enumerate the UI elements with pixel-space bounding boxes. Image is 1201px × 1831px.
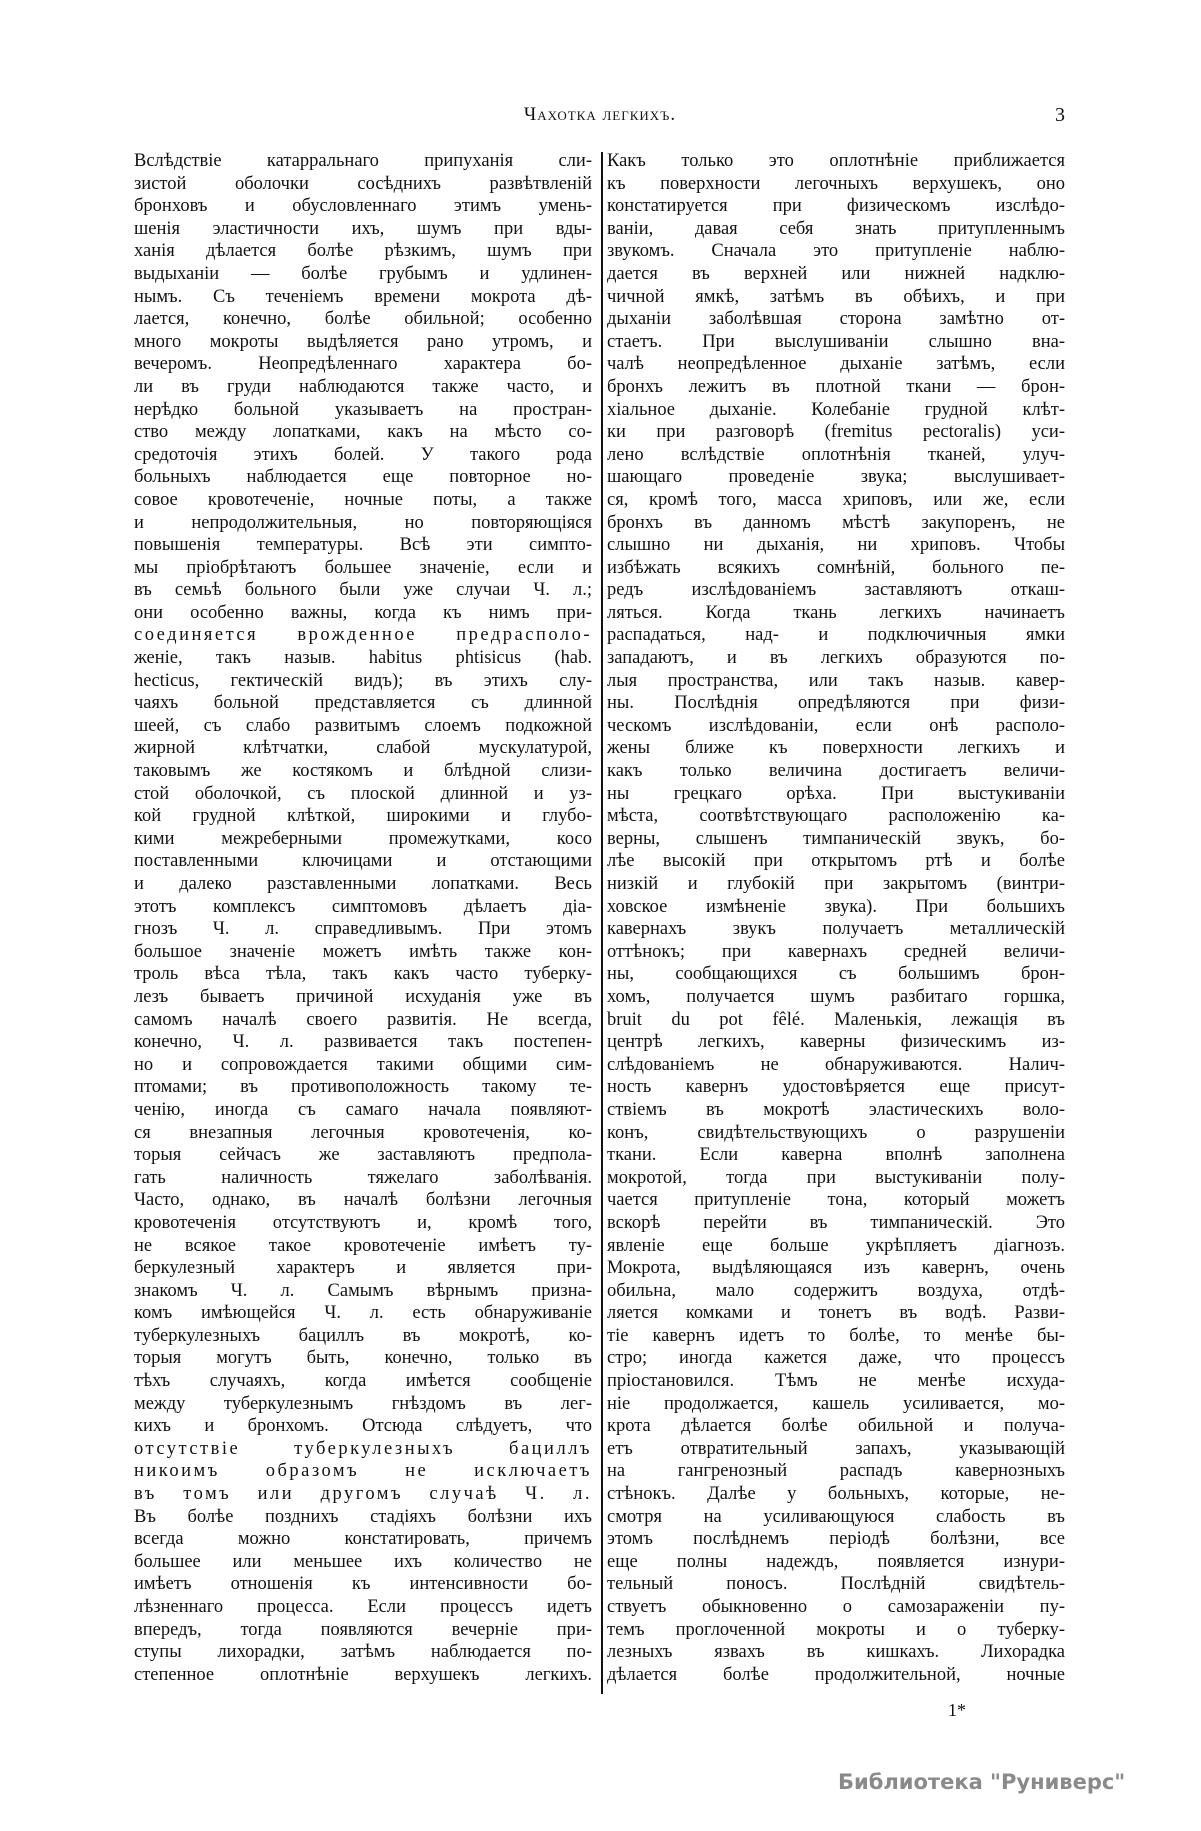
text-line: дѣлается болѣе продолжительной, ночные: [607, 1664, 1065, 1685]
text-line: ваніи, давая себя знать притупленнымъ: [607, 218, 1065, 239]
page-number: 3: [1055, 104, 1065, 126]
text-line: въ семьѣ больного были уже случаи Ч. л.;: [134, 580, 592, 601]
text-line: впередъ, тогда появляются вечерніе при-: [134, 1619, 592, 1640]
text-line: ствуетъ обыкновенно о самозараженіи пу-: [607, 1597, 1065, 1617]
text-line: мокротой, тогда при выстукиваніи полу-: [607, 1167, 1065, 1188]
text-line: они особенно важны, когда къ нимъ при-: [134, 602, 592, 623]
text-line: оттѣнокъ; при кавернахъ средней величи-: [607, 941, 1065, 962]
text-line: звукомъ. Сначала это притупленіе наблю-: [607, 241, 1065, 262]
right-text-column: [607, 150, 1065, 1686]
text-line: бронхъ въ данномъ мѣстѣ закупоренъ, не: [607, 512, 1065, 533]
text-line: шенія эластичности ихъ, шумъ при вды-: [134, 218, 592, 239]
text-line: никоимъ образомъ не исключаетъ: [134, 1461, 592, 1482]
text-line: не всякое такое кровотеченіе имѣетъ ту-: [134, 1235, 592, 1256]
text-line: бронховъ и обусловленнаго этимъ умень-: [134, 196, 592, 217]
text-line: птомами; въ противоположность такому те-: [134, 1077, 592, 1098]
text-line: соединяется врожденное предрасполо-: [134, 625, 592, 646]
column-divider: [601, 152, 603, 1694]
text-line: конечно, Ч. л. развивается такъ постепен-: [134, 1032, 592, 1053]
text-line: тельный поносъ. Послѣдній свидѣтель-: [607, 1574, 1065, 1595]
text-line: Въ болѣе позднихъ стадіяхъ болѣзни ихъ: [134, 1506, 592, 1527]
text-line: ховское измѣненіе звука). При большихъ: [607, 896, 1065, 917]
text-line: ляется комками и тонетъ въ водѣ. Разви-: [607, 1303, 1065, 1324]
text-line: между туберкулезнымъ гнѣздомъ въ лег-: [134, 1393, 592, 1414]
text-line: Вслѣдствіе катарральнаго припуханія сли-: [134, 151, 592, 171]
text-line: пріостановился. Тѣмъ не менѣе исхуда-: [607, 1371, 1065, 1392]
text-line: какъ только величина достигаетъ величи-: [607, 761, 1065, 782]
text-line: шеей, съ слабо развитымъ слоемъ подкожной: [134, 715, 592, 736]
text-line: чаяхъ больной представляется съ длинной: [134, 693, 592, 714]
text-line: большее или меньшее ихъ количество не: [134, 1551, 592, 1572]
text-line: тѣхъ случаяхъ, когда имѣется сообщеніе: [134, 1371, 592, 1392]
text-line: самомъ началѣ своего развитія. Не всегда,: [134, 1009, 592, 1030]
text-line: стой оболочкой, съ плоской длинной и уз-: [134, 783, 592, 804]
text-line: ствіемъ въ мокротѣ эластическихъ воло-: [607, 1099, 1065, 1120]
text-line: лается, конечно, болѣе обильной; особенно: [134, 309, 592, 330]
text-line: этомъ послѣднемъ періодѣ болѣзни, все: [607, 1529, 1065, 1550]
text-line: верны, слышенъ тимпаническій звукъ, бо-: [607, 828, 1065, 849]
text-line: темъ проглоченной мокроты и о туберку-: [607, 1619, 1065, 1640]
text-line: лено вслѣдствіе оплотнѣнія тканей, улуч-: [607, 444, 1065, 465]
text-line: ки при разговорѣ (fremitus pectoralis) уси-: [607, 422, 1065, 443]
text-line: поставленными ключицами и отстающими: [134, 851, 592, 872]
text-line: распадаться, над- и подключичныя ямки: [607, 625, 1065, 646]
text-line: hecticus, гектическій видъ); въ этихъ слу-: [134, 670, 592, 691]
text-line: отсутствіе туберкулезныхъ бациллъ: [134, 1438, 592, 1459]
text-line: западаютъ, и въ легкихъ образуются по-: [607, 648, 1065, 669]
text-line: явленіе еще больше укрѣпляетъ діагнозъ.: [607, 1235, 1065, 1256]
text-line: слышно ни дыханія, ни хриповъ. Чтобы: [607, 535, 1065, 556]
text-line: ческомъ изслѣдованіи, если онѣ располо-: [607, 715, 1065, 736]
text-line: стро; иногда кажется даже, что процессъ: [607, 1348, 1065, 1369]
text-line: этотъ комплексъ симптомовъ дѣлаетъ діа-: [134, 896, 592, 917]
text-line: ступы лихорадки, затѣмъ наблюдается по-: [134, 1642, 592, 1663]
text-line: конъ, свидѣтельствующихъ о разрушеніи: [607, 1122, 1065, 1143]
text-line: чается притупленіе тона, который можетъ: [607, 1190, 1065, 1211]
text-line: на гангренозный распадъ кавернозныхъ: [607, 1461, 1065, 1482]
text-line: вскорѣ перейти въ тимпаническій. Это: [607, 1212, 1065, 1233]
text-line: лезъ бываетъ причиной исхуданія уже въ: [134, 986, 592, 1007]
text-line: кихъ и бронхомъ. Отсюда слѣдуетъ, что: [134, 1416, 592, 1437]
text-line: гать наличность тяжелаго заболѣванія.: [134, 1167, 592, 1188]
page-header: [135, 104, 1065, 130]
text-line: лыя пространства, или такъ назыв. кавер-: [607, 670, 1065, 691]
text-line: знакомъ Ч. л. Самымъ вѣрнымъ призна-: [134, 1280, 592, 1301]
text-line: етъ отвратительный запахъ, указывающій: [607, 1438, 1065, 1459]
text-line: слѣдованіемъ не обнаруживаются. Налич-: [607, 1054, 1065, 1075]
text-line: хіальное дыханіе. Колебаніе грудной клѣт-: [607, 399, 1065, 420]
text-line: совое кровотеченіе, ночные поты, а также: [134, 489, 592, 510]
text-line: ся, кромѣ того, масса хриповъ, или же, если: [607, 489, 1065, 510]
text-line: стаетъ. При выслушиваніи слышно вна-: [607, 331, 1065, 352]
left-text-column: [134, 150, 592, 1686]
text-line: торыя сейчасъ же заставляютъ предпола-: [134, 1145, 592, 1166]
text-line: обильна, мало содержитъ воздуха, отдѣ-: [607, 1280, 1065, 1301]
text-line: чичной ямкѣ, затѣмъ въ обѣихъ, и при: [607, 286, 1065, 307]
text-line: ны грецкаго орѣха. При выстукиваніи: [607, 783, 1065, 804]
text-line: бронхъ лежитъ въ плотной ткани — брон-: [607, 376, 1065, 397]
text-line: ніе продолжается, кашель усиливается, мо-: [607, 1393, 1065, 1414]
text-line: въ томъ или другомъ случаѣ Ч. л.: [134, 1484, 592, 1505]
text-line: и непродолжительныя, но повторяющіяся: [134, 512, 592, 533]
text-line: тіе кавернъ идетъ то болѣе, то менѣе бы-: [607, 1325, 1065, 1346]
text-line: кавернахъ звукъ получаетъ металлическій: [607, 919, 1065, 940]
text-line: беркулезный характеръ и является при-: [134, 1258, 592, 1279]
text-line: лезныхъ язвахъ въ кишкахъ. Лихорадка: [607, 1642, 1065, 1663]
text-line: троль вѣса тѣла, такъ какъ часто туберку-: [134, 964, 592, 985]
text-line: ство между лопатками, какъ на мѣсто со-: [134, 422, 592, 443]
text-line: лѣе высокій при открытомъ ртѣ и болѣе: [607, 851, 1065, 872]
text-line: дыханіи заболѣвшая сторона замѣтно от-: [607, 309, 1065, 330]
text-line: нымъ. Съ теченіемъ времени мокрота дѣ-: [134, 286, 592, 307]
text-line: кой грудной клѣткой, широкими и глубо-: [134, 806, 592, 827]
text-line: стѣнокъ. Далѣе у больныхъ, которые, не-: [607, 1484, 1065, 1505]
text-line: женіе, такъ назыв. habitus phtisicus (hab.: [134, 648, 592, 669]
text-line: ляться. Когда ткань легкихъ начинаетъ: [607, 602, 1065, 623]
text-line: большое значеніе можетъ имѣть также кон-: [134, 941, 592, 962]
text-line: жены ближе къ поверхности легкихъ и: [607, 738, 1065, 759]
text-line: еще полны надеждъ, появляется изнури-: [607, 1551, 1065, 1572]
text-line: степенное оплотнѣніе верхушекъ легкихъ.: [134, 1664, 592, 1685]
text-line: выдыханіи — болѣе грубымъ и удлинен-: [134, 263, 592, 284]
text-line: и далеко разставленными лопатками. Весь: [134, 874, 592, 894]
text-line: повышенія температуры. Всѣ эти симпто-: [134, 535, 592, 556]
text-line: зистой оболочки сосѣднихъ развѣтвленій: [134, 173, 592, 194]
text-line: ся внезапныя легочныя кровотеченія, ко-: [134, 1122, 592, 1143]
text-line: смотря на усиливающуюся слабость въ: [607, 1506, 1065, 1527]
text-line: гнозъ Ч. л. справедливымъ. При этомъ: [134, 919, 592, 940]
text-line: bruit du pot fêlé. Маленькія, лежащія въ: [607, 1009, 1065, 1030]
text-line: кровотеченія отсутствуютъ и, кромѣ того,: [134, 1212, 592, 1233]
text-line: Мокрота, выдѣляющаяся изъ кавернъ, очень: [607, 1258, 1065, 1279]
text-line: средоточія этихъ болей. У такого рода: [134, 444, 592, 465]
text-line: центрѣ легкихъ, каверны физическимъ из-: [607, 1032, 1065, 1053]
text-line: комъ имѣющейся Ч. л. есть обнаруживаніе: [134, 1303, 592, 1324]
text-line: нерѣдко больной указываетъ на простран-: [134, 399, 592, 420]
signature-mark: 1*: [948, 1700, 966, 1720]
text-line: чалѣ неопредѣленное дыханіе затѣмъ, если: [607, 354, 1065, 375]
text-line: редъ изслѣдованіемъ заставляютъ откаш-: [607, 580, 1065, 601]
text-line: крота дѣлается болѣе обильной и получа-: [607, 1416, 1065, 1437]
text-line: ханія дѣлается болѣе рѣзкимъ, шумъ при: [134, 241, 592, 262]
text-line: кими межреберными промежутками, косо: [134, 828, 592, 849]
text-line: много мокроты выдѣляется рано утромъ, и: [134, 331, 592, 352]
text-line: ткани. Если каверна вполнѣ заполнена: [607, 1145, 1065, 1166]
text-line: хомъ, получается шумъ разбитаго горшка,: [607, 986, 1065, 1007]
text-line: вечеромъ. Неопредѣленнаго характера бо-: [134, 354, 592, 375]
text-line: больныхъ наблюдается еще повторное но-: [134, 467, 592, 488]
text-line: мы пріобрѣтаютъ большее значеніе, если и: [134, 557, 592, 578]
text-line: къ поверхности легочныхъ верхушекъ, оно: [607, 173, 1065, 194]
text-line: дается въ верхней или нижней надклю-: [607, 263, 1065, 284]
library-watermark: Библиотека "Руниверс": [838, 1770, 1126, 1794]
text-line: шающаго проведеніе звука; выслушивает-: [607, 467, 1065, 488]
text-line: констатируется при физическомъ изслѣдо-: [607, 196, 1065, 217]
text-line: ность кавернъ удостовѣряется еще присут-: [607, 1077, 1065, 1098]
text-line: низкій и глубокій при закрытомъ (винтри-: [607, 874, 1065, 894]
text-line: жирной клѣтчатки, слабой мускулатурой,: [134, 738, 592, 759]
text-line: всегда можно констатировать, причемъ: [134, 1529, 592, 1550]
running-title: Чахотка легкихъ.: [523, 104, 677, 125]
text-line: лѣзненнаго процесса. Если процессъ идетъ: [134, 1597, 592, 1617]
text-line: таковымъ же костякомъ и блѣдной слизи-: [134, 761, 592, 782]
text-line: но и сопровождается такими общими сим-: [134, 1054, 592, 1075]
text-line: избѣжать всякихъ сомнѣній, больного пе-: [607, 557, 1065, 578]
text-line: ченію, иногда съ самаго начала появляют-: [134, 1099, 592, 1120]
text-line: туберкулезныхъ бациллъ въ мокротѣ, ко-: [134, 1325, 592, 1346]
text-line: ли въ груди наблюдаются также часто, и: [134, 376, 592, 397]
text-line: ны. Послѣднія опредѣляются при физи-: [607, 693, 1065, 714]
text-line: торыя могутъ быть, конечно, только въ: [134, 1348, 592, 1369]
text-line: имѣетъ отношенія къ интенсивности бо-: [134, 1574, 592, 1595]
text-line: ны, сообщающихся съ большимъ брон-: [607, 964, 1065, 985]
text-line: Часто, однако, въ началѣ болѣзни легочныя: [134, 1190, 592, 1211]
text-line: Какъ только это оплотнѣніе приближается: [607, 151, 1065, 171]
text-line: мѣста, соотвѣтствующаго расположенію ка-: [607, 806, 1065, 827]
